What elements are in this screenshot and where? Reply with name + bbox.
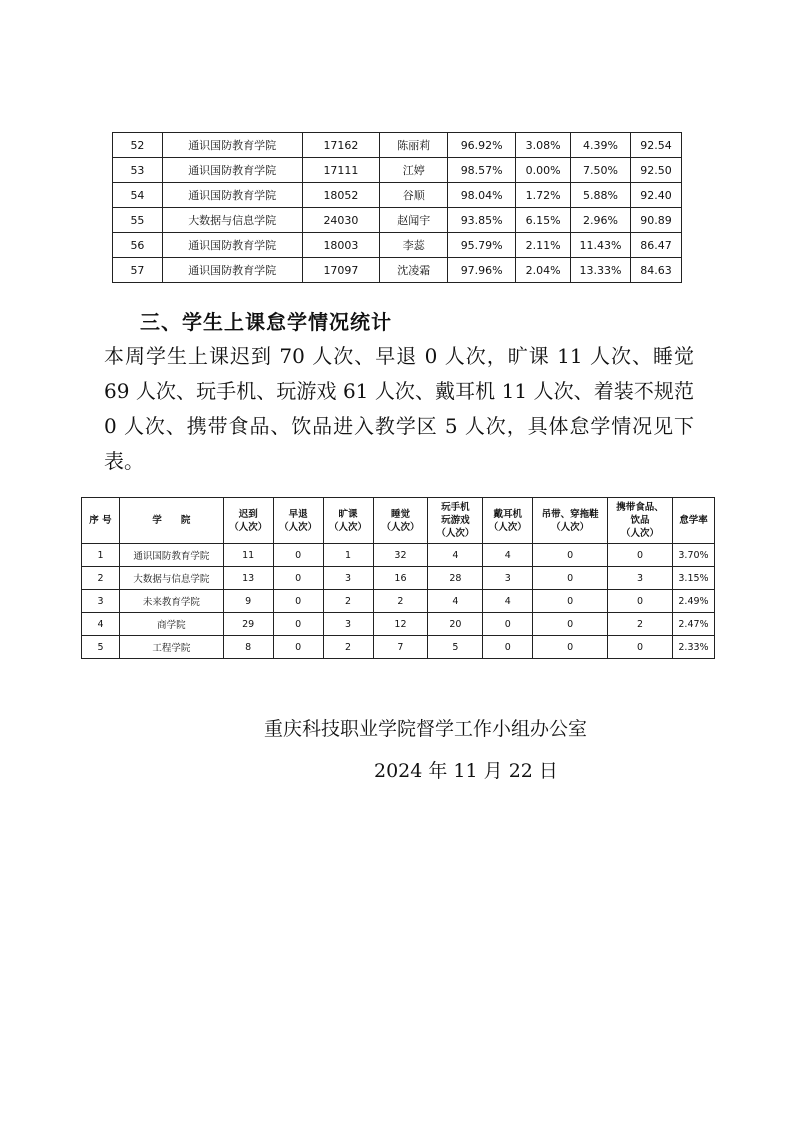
table-row	[113, 158, 682, 183]
cell-phone: 4	[428, 544, 483, 567]
cell-sleep: 32	[373, 544, 428, 567]
cell-college: 通识国防教育学院	[162, 158, 302, 183]
cell-no: 57	[113, 258, 163, 283]
cell-dress: 0	[533, 613, 608, 636]
cell-no: 53	[113, 158, 163, 183]
cell-truant: 1	[323, 544, 373, 567]
cell-idle: 13.33%	[571, 258, 631, 283]
cell-truant: 2	[323, 636, 373, 659]
cell-absence: 2.11%	[516, 233, 571, 258]
cell-college: 通识国防教育学院	[162, 258, 302, 283]
cell-rate: 3.70%	[672, 544, 714, 567]
cell-idle: 11.43%	[571, 233, 631, 258]
cell-earphone: 0	[483, 636, 533, 659]
cell-rate: 2.49%	[672, 590, 714, 613]
cell-phone: 4	[428, 590, 483, 613]
cell-class: 24030	[302, 208, 380, 233]
cell-class: 17111	[302, 158, 380, 183]
header-phone-line1: 玩手机	[441, 502, 470, 513]
cell-dress: 0	[533, 567, 608, 590]
cell-food: 0	[608, 544, 673, 567]
cell-college: 通识国防教育学院	[162, 133, 302, 158]
cell-phone: 28	[428, 567, 483, 590]
absence-stats-table	[81, 497, 715, 659]
cell-score: 92.40	[631, 183, 682, 208]
cell-class: 18003	[302, 233, 380, 258]
cell-no: 1	[82, 544, 120, 567]
header-early-line2: （人次）	[279, 521, 318, 533]
cell-sleep: 12	[373, 613, 428, 636]
cell-absence: 0.00%	[516, 158, 571, 183]
signature-date: 2024 年 11 月 22 日	[374, 760, 558, 782]
header-dress-line1: 吊带、穿拖鞋	[541, 508, 599, 520]
cell-dress: 0	[533, 636, 608, 659]
cell-dress: 0	[533, 590, 608, 613]
class-ranking-table	[112, 132, 682, 283]
cell-college: 工程学院	[119, 636, 223, 659]
cell-attend: 93.85%	[448, 208, 516, 233]
cell-score: 92.54	[631, 133, 682, 158]
cell-truant: 3	[323, 567, 373, 590]
cell-college: 大数据与信息学院	[119, 567, 223, 590]
header-early	[273, 498, 323, 544]
cell-attend: 98.57%	[448, 158, 516, 183]
cell-attend: 96.92%	[448, 133, 516, 158]
cell-absence: 2.04%	[516, 258, 571, 283]
cell-rate: 3.15%	[672, 567, 714, 590]
cell-attend: 97.96%	[448, 258, 516, 283]
cell-food: 0	[608, 636, 673, 659]
cell-teacher: 李蕊	[380, 233, 448, 258]
cell-food: 0	[608, 590, 673, 613]
cell-idle: 5.88%	[571, 183, 631, 208]
table-row	[82, 613, 715, 636]
cell-idle: 2.96%	[571, 208, 631, 233]
table-row	[82, 636, 715, 659]
cell-rate: 2.47%	[672, 613, 714, 636]
cell-late: 8	[223, 636, 273, 659]
cell-college: 通识国防教育学院	[119, 544, 223, 567]
cell-no: 4	[82, 613, 120, 636]
header-earphone	[483, 498, 533, 544]
header-earphone-line2: （人次）	[488, 521, 527, 533]
table-row	[113, 208, 682, 233]
cell-score: 92.50	[631, 158, 682, 183]
header-sleep-line2: （人次）	[381, 521, 420, 533]
table-header-row	[82, 498, 715, 544]
cell-earphone: 0	[483, 613, 533, 636]
cell-absence: 3.08%	[516, 133, 571, 158]
header-earphone-line1: 戴耳机	[493, 508, 523, 520]
cell-food: 3	[608, 567, 673, 590]
cell-no: 55	[113, 208, 163, 233]
header-dress-line2: （人次）	[551, 521, 590, 533]
cell-score: 90.89	[631, 208, 682, 233]
cell-score: 84.63	[631, 258, 682, 283]
cell-attend: 95.79%	[448, 233, 516, 258]
header-phone-line2: 玩游戏	[441, 515, 470, 526]
cell-no: 3	[82, 590, 120, 613]
cell-idle: 4.39%	[571, 133, 631, 158]
cell-late: 13	[223, 567, 273, 590]
header-late-line2: （人次）	[229, 521, 268, 533]
cell-rate: 2.33%	[672, 636, 714, 659]
cell-class: 18052	[302, 183, 380, 208]
header-truant-line2: （人次）	[329, 521, 368, 533]
cell-earphone: 3	[483, 567, 533, 590]
cell-no: 2	[82, 567, 120, 590]
table-row	[113, 258, 682, 283]
table-row	[113, 133, 682, 158]
cell-attend: 98.04%	[448, 183, 516, 208]
cell-late: 29	[223, 613, 273, 636]
header-dress	[533, 498, 608, 544]
cell-dress: 0	[533, 544, 608, 567]
cell-teacher: 陈丽莉	[380, 133, 448, 158]
cell-teacher: 赵闻宇	[380, 208, 448, 233]
section-title: 三、学生上课怠学情况统计	[140, 310, 392, 334]
cell-college: 商学院	[119, 613, 223, 636]
header-food-line1: 携带食品、	[616, 502, 664, 513]
cell-class: 17097	[302, 258, 380, 283]
header-late-line1: 迟到	[238, 508, 258, 520]
header-truant	[323, 498, 373, 544]
header-sleep-line1: 睡觉	[390, 508, 410, 520]
cell-no: 54	[113, 183, 163, 208]
cell-idle: 7.50%	[571, 158, 631, 183]
cell-college: 大数据与信息学院	[162, 208, 302, 233]
table-row	[82, 544, 715, 567]
cell-early: 0	[273, 613, 323, 636]
header-food-line3: （人次）	[621, 528, 660, 539]
cell-college: 通识国防教育学院	[162, 233, 302, 258]
table-row	[82, 567, 715, 590]
header-phone	[428, 498, 483, 544]
cell-earphone: 4	[483, 544, 533, 567]
cell-sleep: 16	[373, 567, 428, 590]
cell-college: 通识国防教育学院	[162, 183, 302, 208]
cell-phone: 5	[428, 636, 483, 659]
header-food	[608, 498, 673, 544]
cell-late: 9	[223, 590, 273, 613]
cell-absence: 1.72%	[516, 183, 571, 208]
cell-no: 5	[82, 636, 120, 659]
cell-truant: 2	[323, 590, 373, 613]
cell-early: 0	[273, 567, 323, 590]
cell-late: 11	[223, 544, 273, 567]
cell-early: 0	[273, 590, 323, 613]
header-rate: 怠学率	[672, 498, 714, 544]
cell-no: 56	[113, 233, 163, 258]
header-truant-line1: 旷课	[338, 508, 358, 520]
cell-sleep: 2	[373, 590, 428, 613]
section-paragraph: 本周学生上课迟到 70 人次、早退 0 人次，旷课 11 人次、睡觉 69 人次、玩手机、玩游戏 61 人次、戴耳机 11 人次、着装不规范 0 人次、携带食品、饮品进入教学区 5 人次，具体怠学情况见下表。	[104, 344, 694, 473]
table-row	[113, 233, 682, 258]
cell-phone: 20	[428, 613, 483, 636]
cell-early: 0	[273, 636, 323, 659]
header-sleep	[373, 498, 428, 544]
cell-truant: 3	[323, 613, 373, 636]
cell-teacher: 沈凌霜	[380, 258, 448, 283]
signature-organization: 重庆科技职业学院督学工作小组办公室	[264, 718, 588, 740]
header-college: 学 院	[119, 498, 223, 544]
cell-teacher: 谷顺	[380, 183, 448, 208]
cell-score: 86.47	[631, 233, 682, 258]
cell-sleep: 7	[373, 636, 428, 659]
table-row	[82, 590, 715, 613]
cell-food: 2	[608, 613, 673, 636]
cell-class: 17162	[302, 133, 380, 158]
header-phone-line3: （人次）	[436, 528, 475, 539]
cell-early: 0	[273, 544, 323, 567]
header-food-line2: 饮品	[630, 515, 650, 526]
cell-absence: 6.15%	[516, 208, 571, 233]
cell-earphone: 4	[483, 590, 533, 613]
cell-no: 52	[113, 133, 163, 158]
table-row	[113, 183, 682, 208]
cell-college: 未来教育学院	[119, 590, 223, 613]
header-no: 序 号	[82, 498, 120, 544]
header-early-line1: 早退	[288, 508, 308, 520]
cell-teacher: 江婷	[380, 158, 448, 183]
header-late	[223, 498, 273, 544]
